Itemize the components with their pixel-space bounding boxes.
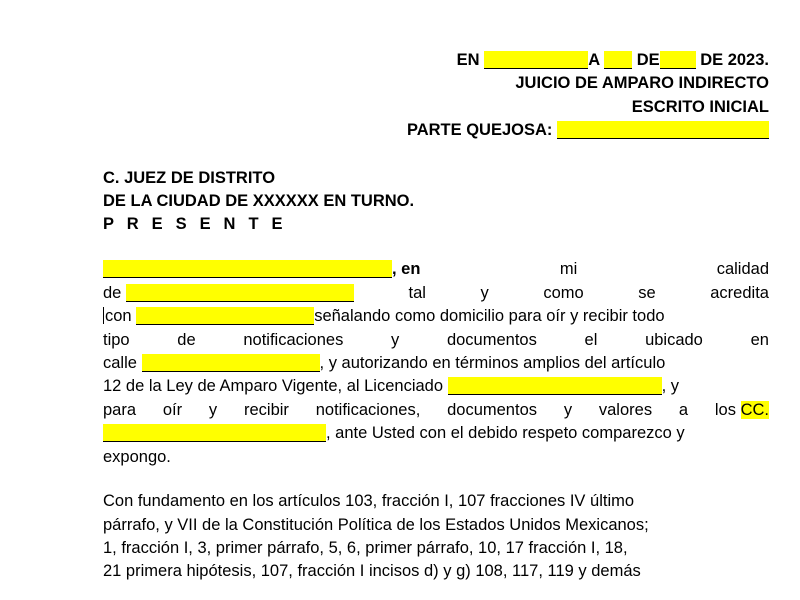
header-de1: DE [636,51,660,69]
quejoso-name-blank[interactable] [103,260,392,278]
calle-blank[interactable] [142,354,320,372]
p1-line-7: para oír y recibir notificaciones, documentos y valores a los CC. [103,401,769,419]
p1-line-8: , ante Usted con el debido respeto comparezco y [103,423,769,443]
header-en: EN [456,51,480,69]
p1-line-4: tipo de notificaciones y documentos el ubicado en [103,331,769,349]
date-extra-blank[interactable] [660,51,696,69]
p2-line-1: Con fundamento en los artículos 103, fracción I, 107 fracciones IV último [103,492,635,510]
parte-quejosa-blank[interactable] [557,121,769,139]
p1-line-9: expongo. [103,448,171,466]
header-a: A [588,51,600,69]
p2-line-3: 1, fracción I, 3, primer párrafo, 5, 6, primer párrafo, 10, 17 fracción I, 18, [103,539,628,557]
p1-line-5: calle , y autorizando en términos amplios del artículo [103,354,666,372]
header-de2: DE 2023. [700,51,769,69]
addressee-presente: P R E S E N T E [103,215,287,233]
header-date-line [457,50,769,70]
p2-line-2: párrafo, y VII de la Constitución Política de los Estados Unidos Mexicanos; [103,516,649,534]
header-escrito: ESCRITO INICIAL [631,98,769,116]
p2-line-4: 21 primera hipótesis, 107, fracción I incisos d) y g) 108, 117, 119 y demás [103,562,641,580]
date-month-blank[interactable] [604,51,632,69]
licenciado-blank[interactable] [448,377,662,395]
addressee-line-2: DE LA CIUDAD DE XXXXXX EN TURNO. [103,192,415,210]
header-parte-quejosa: PARTE QUEJOSA: [406,121,553,139]
date-day-blank[interactable] [484,51,588,69]
cc-highlight: CC. [740,401,769,419]
addressee-line-1: C. JUEZ DE DISTRITO [103,169,276,187]
p1-line-6: 12 de la Ley de Amparo Vigente, al Licenciado , y [103,377,680,395]
text-cursor [103,307,104,324]
acredita-blank[interactable] [136,307,314,325]
p1-line-1: , en mi calidad [103,259,769,279]
calidad-blank[interactable] [126,284,354,302]
p1-line-2: de tal y como se acredita [103,284,769,302]
header-juicio: JUICIO DE AMPARO INDIRECTO [515,74,769,92]
autorizados-blank[interactable] [103,424,326,442]
header-parte-quejosa-line [407,120,769,140]
p1-line-3: con señalando como domicilio para oír y recibir todo [105,307,665,325]
